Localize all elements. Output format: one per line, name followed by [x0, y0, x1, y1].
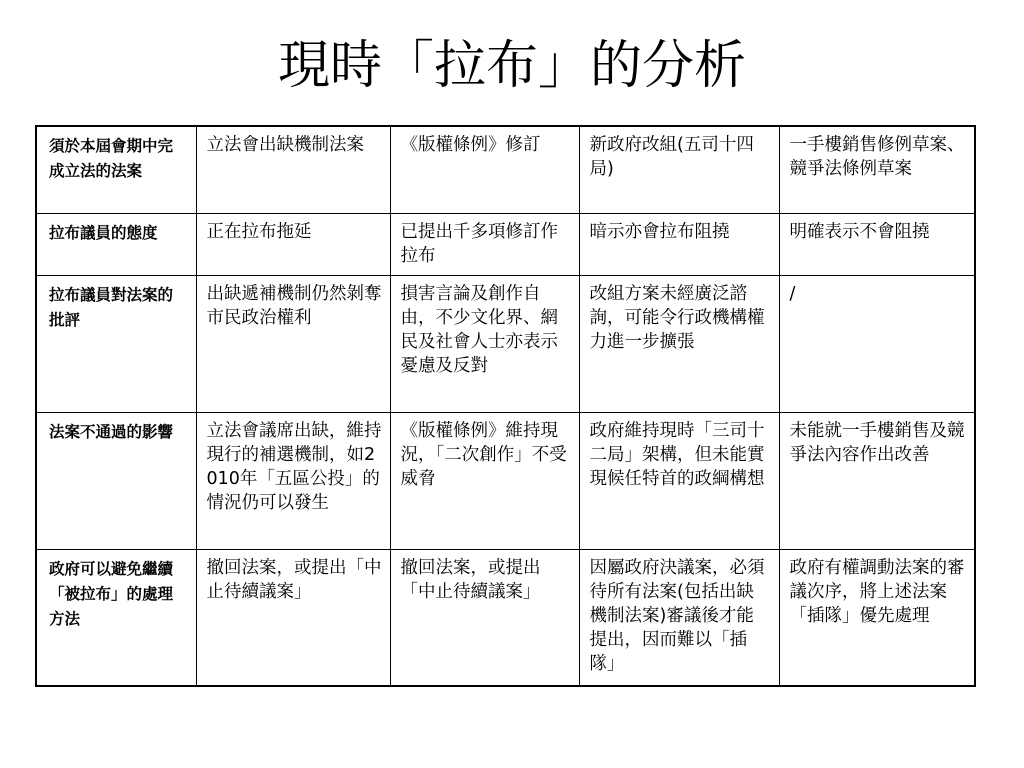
table-cell: 正在拉布拖延 [196, 213, 390, 275]
analysis-table [35, 125, 976, 687]
table-cell: 《版權條例》維持現況，「二次創作」不受威脅 [390, 412, 579, 549]
table-cell: 改組方案未經廣泛諮詢，可能令行政機構權力進一步擴張 [579, 275, 779, 412]
row-header: 法案不通過的影響 [36, 412, 196, 549]
table-cell: 未能就一手樓銷售及競爭法內容作出改善 [779, 412, 975, 549]
table-cell: 明確表示不會阻撓 [779, 213, 975, 275]
row-header: 政府可以避免繼續「被拉布」的處理方法 [36, 549, 196, 686]
table-cell: 撤回法案，或提出「中止待續議案」 [390, 549, 579, 686]
table-cell: 政府維持現時「三司十二局」架構，但未能實現候任特首的政綱構想 [579, 412, 779, 549]
table-cell: 撤回法案，或提出「中止待續議案」 [196, 549, 390, 686]
table-cell: 《版權條例》修訂 [390, 126, 579, 213]
row-header: 拉布議員對法案的批評 [36, 275, 196, 412]
table-cell: / [779, 275, 975, 412]
row-header: 拉布議員的態度 [36, 213, 196, 275]
table-row [36, 549, 975, 686]
table-row [36, 275, 975, 412]
table-cell: 一手樓銷售修例草案、競爭法條例草案 [779, 126, 975, 213]
table-cell: 政府有權調動法案的審議次序，將上述法案「插隊」優先處理 [779, 549, 975, 686]
row-header: 須於本屆會期中完成立法的法案 [36, 126, 196, 213]
table-row [36, 213, 975, 275]
table-cell: 暗示亦會拉布阻撓 [579, 213, 779, 275]
table-cell: 因屬政府決議案，必須待所有法案(包括出缺機制法案)審議後才能提出，因而難以「插隊」 [579, 549, 779, 686]
table-cell: 出缺遞補機制仍然剝奪市民政治權利 [196, 275, 390, 412]
table-row [36, 412, 975, 549]
slide-title: 現時「拉布」的分析 [277, 36, 746, 96]
table-cell: 已提出千多項修訂作拉布 [390, 213, 579, 275]
table-cell: 新政府改組(五司十四局) [579, 126, 779, 213]
table-row [36, 126, 975, 213]
table-cell: 立法會議席出缺，維持現行的補選機制，如2010年「五區公投」的情況仍可以發生 [196, 412, 390, 549]
table-cell: 損害言論及創作自由，不少文化界、網民及社會人士亦表示憂慮及反對 [390, 275, 579, 412]
table-cell: 立法會出缺機制法案 [196, 126, 390, 213]
